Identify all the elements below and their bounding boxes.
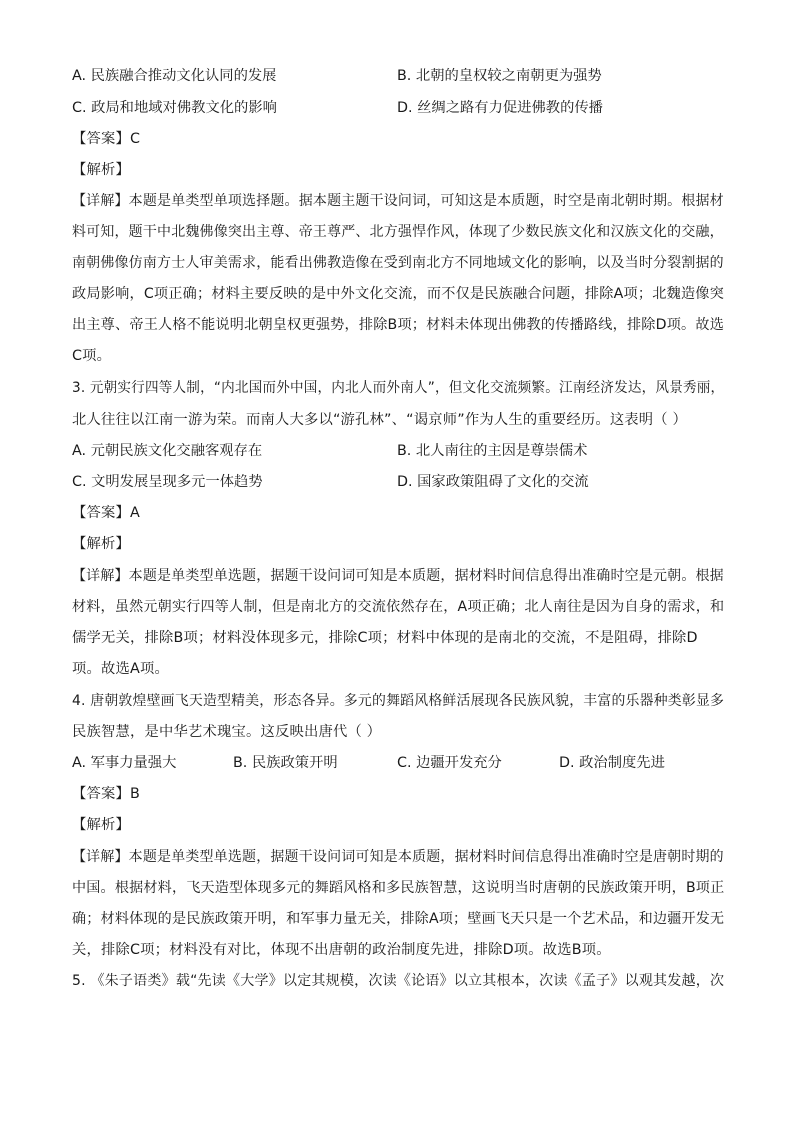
q2-detail-line: 【详解】本题是单类型单项选择题。据本题主题干设问词，可知这是本质题，时空是南北朝时期。根据材 bbox=[72, 193, 724, 209]
q2-detail-line: 南朝佛像仿南方士人审美需求，能看出佛教造像在受到南北方不同地域文化的影响，以及当时分裂割据的 bbox=[72, 255, 724, 271]
q3-option-b: B. 北人南往的主因是尊崇儒术 bbox=[397, 443, 588, 459]
q2-answer: 【答案】C bbox=[72, 131, 141, 147]
q2-analysis-heading: 【解析】 bbox=[72, 162, 130, 178]
q4-option-d: D. 政治制度先进 bbox=[559, 755, 665, 771]
q4-detail-line: 【详解】本题是单类型单选题，据题干设问词可知是本质题，据材料时间信息得出准确时空是唐朝时期的 bbox=[72, 849, 724, 865]
q2-option-c: C. 政局和地域对佛教文化的影响 bbox=[72, 100, 277, 116]
q3-option-d: D. 国家政策阻碍了文化的交流 bbox=[397, 474, 589, 490]
q3-detail-line: 【详解】本题是单类型单选题，据题干设问词可知是本质题，据材料时间信息得出准确时空是元朝。根据 bbox=[72, 568, 724, 584]
q3-option-a: A. 元朝民族文化交融客观存在 bbox=[72, 443, 263, 459]
q3-answer: 【答案】A bbox=[72, 505, 140, 521]
q4-detail-line: 中国。根据材料，飞天造型体现多元的舞蹈风格和多民族智慧，这说明当时唐朝的民族政策开明，B项正 bbox=[72, 880, 725, 896]
q4-analysis-heading: 【解析】 bbox=[72, 817, 130, 833]
q2-detail-line: 出主尊、帝王人格不能说明北朝皇权更强势，排除B项；材料未体现出佛教的传播路线，排除D项。故选 bbox=[72, 317, 725, 333]
q2-option-b: B. 北朝的皇权较之南朝更为强势 bbox=[397, 68, 602, 84]
q5-stem-line: 5. 《朱子语类》载“先读《大学》以定其规模，次读《论语》以立其根本，次读《孟子》以观其发越，次 bbox=[72, 973, 725, 989]
q3-detail-line: 儒学无关，排除B项；材料没体现多元，排除C项；材料中体现的是南北的交流，不是阻碍，排除D bbox=[72, 630, 698, 646]
q3-analysis-heading: 【解析】 bbox=[72, 536, 130, 552]
q3-option-c: C. 文明发展呈现多元一体趋势 bbox=[72, 474, 263, 490]
q4-detail-line: 关，排除C项；材料没有对比，体现不出唐朝的政治制度先进，排除D项。故选B项。 bbox=[72, 942, 611, 958]
q2-detail-line: 政局影响，C项正确；材料主要反映的是中外文化交流，而不仅是民族融合问题，排除A项；北魏造像突 bbox=[72, 286, 725, 302]
q3-detail-line: 材料，虽然元朝实行四等人制，但是南北方的交流依然存在，A项正确；北人南往是因为自身的需求，和 bbox=[72, 599, 725, 615]
q4-option-b: B. 民族政策开明 bbox=[233, 755, 338, 771]
q4-detail-line: 确；材料体现的是民族政策开明，和军事力量无关，排除A项；壁画飞天只是一个艺术品，和边疆开发无 bbox=[72, 911, 725, 927]
q4-stem-line: 4. 唐朝敦煌壁画飞天造型精美，形态各异。多元的舞蹈风格鲜活展现各民族风貌，丰富的乐器种类彰显多 bbox=[72, 693, 725, 709]
q3-detail-line: 项。故选A项。 bbox=[72, 661, 169, 677]
q4-option-c: C. 边疆开发充分 bbox=[397, 755, 502, 771]
q3-stem-line: 3. 元朝实行四等人制，“内北国而外中国，内北人而外南人”，但文化交流频繁。江南经济发达，风景秀丽， bbox=[72, 380, 725, 396]
q4-stem-line: 民族智慧，是中华艺术瑰宝。这反映出唐代（ ） bbox=[72, 724, 382, 740]
q4-option-a: A. 军事力量强大 bbox=[72, 755, 177, 771]
q4-answer: 【答案】B bbox=[72, 786, 140, 802]
q2-detail-line: C项。 bbox=[72, 348, 112, 364]
q2-option-d: D. 丝绸之路有力促进佛教的传播 bbox=[397, 100, 603, 116]
q2-detail-line: 料可知，题干中北魏佛像突出主尊、帝王尊严、北方强悍作风，体现了少数民族文化和汉族文化的交融， bbox=[72, 224, 724, 240]
q3-stem-line: 北人往往以江南一游为荣。而南人大多以“游孔林”、“谒京师”作为人生的重要经历。这表明（ ） bbox=[72, 412, 688, 428]
q2-option-a: A. 民族融合推动文化认同的发展 bbox=[72, 68, 277, 84]
